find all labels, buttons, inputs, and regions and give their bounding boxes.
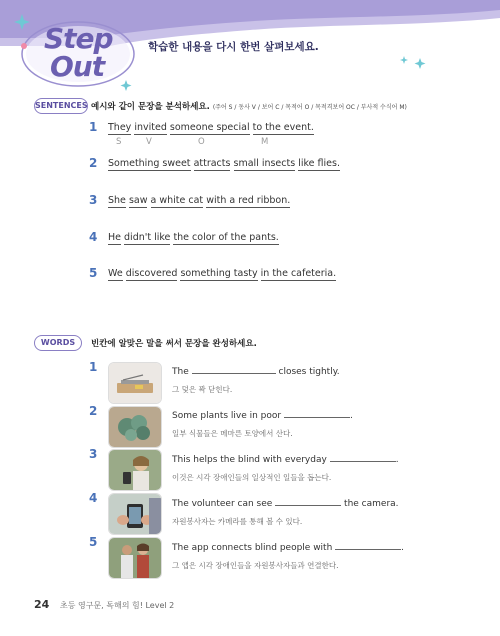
- answer-blank[interactable]: [335, 549, 401, 550]
- words-instruction: 빈칸에 알맞은 말을 써서 문장을 완성하세요.: [91, 339, 257, 349]
- answer-blank[interactable]: [275, 505, 341, 506]
- sentence: [108, 232, 279, 243]
- sentence-end: .: [401, 543, 405, 553]
- sentence-part: to the event.: [252, 122, 314, 133]
- camera-hands-photo: [108, 493, 162, 535]
- sentence-number: 3: [89, 193, 98, 207]
- role-label: V: [146, 137, 152, 147]
- role-label: S: [116, 137, 122, 147]
- word-sentence: [172, 367, 340, 377]
- sentences-label: SENTENCES: [34, 98, 88, 114]
- word-number: 2: [89, 404, 98, 418]
- sentence-part: small insects: [233, 158, 296, 169]
- sentence-part: something tasty: [180, 268, 258, 279]
- sentence-end: .: [395, 455, 399, 465]
- page-number: 24: [34, 598, 50, 611]
- role-label: O: [198, 137, 205, 147]
- korean-translation: 이것은 시각 장애인들의 일상적인 일들을 돕는다.: [172, 473, 332, 482]
- sentence-number: 5: [89, 266, 98, 280]
- sentence-part: the color of the pants.: [173, 232, 279, 243]
- answer-blank[interactable]: [284, 417, 350, 418]
- words-label: WORDS: [34, 335, 82, 351]
- korean-translation: 그 덫은 꽉 닫힌다.: [172, 385, 233, 394]
- sentence-number: 1: [89, 120, 98, 134]
- word-number: 5: [89, 535, 98, 549]
- sentence-part: Something sweet: [108, 158, 191, 169]
- word-sentence: [172, 411, 353, 421]
- word-number: 1: [89, 360, 98, 374]
- word-sentence: [172, 455, 399, 465]
- sentence-part: We: [108, 268, 123, 279]
- korean-translation: 자원봉사자는 카메라를 통해 볼 수 있다.: [172, 517, 303, 526]
- sentence-part: She: [108, 195, 126, 206]
- sentence-start: Some plants live in poor: [172, 411, 282, 421]
- plant-soil-photo: [108, 406, 162, 448]
- instruction-note: (주어 S / 동사 V / 보어 C / 목적어 O / 목적격보어 OC / 부사적 수식어 M): [212, 104, 407, 111]
- logo-out: Out: [50, 50, 105, 83]
- header-banner: [0, 0, 500, 110]
- sentence-part: saw: [128, 195, 148, 206]
- sentence-number: 2: [89, 156, 98, 170]
- word-number: 4: [89, 491, 98, 505]
- sentence-end: closes tightly.: [278, 367, 340, 377]
- word-sentence: [172, 499, 399, 509]
- sentence-part: discovered: [125, 268, 178, 279]
- sentence: [108, 195, 290, 206]
- sentence-part: He: [108, 232, 121, 243]
- sentence: [108, 122, 314, 133]
- dot-icon: [21, 43, 27, 49]
- sentence-part: attracts: [193, 158, 231, 169]
- korean-translation: 일부 식물들은 메마른 토양에서 산다.: [172, 429, 293, 438]
- two-people-photo: [108, 537, 162, 579]
- korean-translation: 그 앱은 시각 장애인들을 자원봉사자들과 연결한다.: [172, 561, 339, 570]
- page-subtitle: 학습한 내용을 다시 한번 살펴보세요.: [148, 41, 319, 53]
- sentence-part: invited: [134, 122, 167, 133]
- sentence-end: the camera.: [344, 499, 399, 509]
- sentence-number: 4: [89, 230, 98, 244]
- role-label: M: [261, 137, 269, 147]
- answer-blank[interactable]: [192, 373, 276, 374]
- sentence-part: in the cafeteria.: [260, 268, 337, 279]
- sentence-part: They: [108, 122, 132, 133]
- sentence-start: The app connects blind people with: [172, 543, 333, 553]
- sentence-start: This helps the blind with everyday: [172, 455, 327, 465]
- book-title: 초등 영구문, 독해의 힘! Level 2: [60, 601, 175, 610]
- woman-phone-photo: [108, 449, 162, 491]
- word-sentence: [172, 543, 404, 553]
- mousetrap-photo: [108, 362, 162, 404]
- answer-blank[interactable]: [330, 461, 396, 462]
- sentence-part: a white cat: [150, 195, 204, 206]
- word-number: 3: [89, 447, 98, 461]
- sentence-start: The volunteer can see: [172, 499, 273, 509]
- sentence-end: .: [350, 411, 353, 421]
- sentence-start: The: [172, 367, 189, 377]
- logo-step: Step: [44, 22, 113, 55]
- sentence-part: someone special: [169, 122, 250, 133]
- sentence-part: like flies.: [298, 158, 340, 169]
- sentence: [108, 268, 336, 279]
- sentence-part: didn't like: [124, 232, 171, 243]
- sentences-instruction: [91, 100, 407, 112]
- sentence: [108, 158, 340, 169]
- instruction-text: 예시와 같이 문장을 분석하세요.: [91, 102, 210, 112]
- sentence-part: with a red ribbon.: [206, 195, 291, 206]
